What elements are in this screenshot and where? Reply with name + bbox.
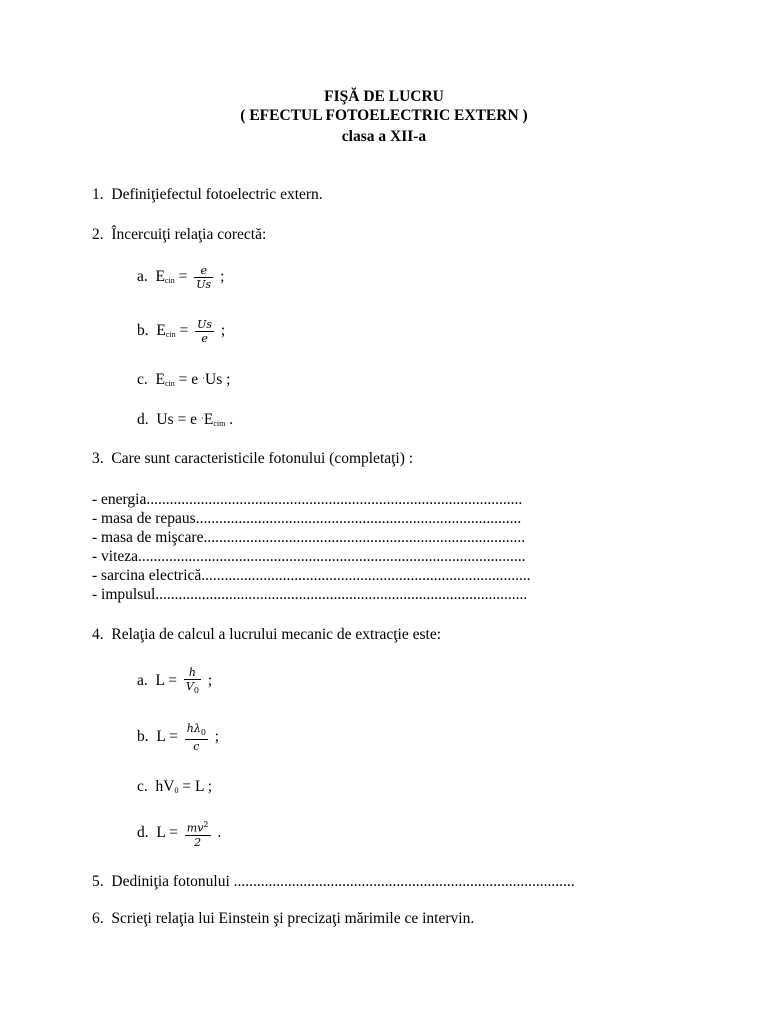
list-item: - viteza.................................................................................................... <box>92 548 526 565</box>
question-number: 3. <box>92 450 104 467</box>
question-3 <box>92 450 413 468</box>
question-number: 2. <box>92 226 104 243</box>
question-number: 1. <box>92 186 104 203</box>
list-item: - masa de repaus.................................................................................... <box>92 510 522 527</box>
question-4 <box>92 626 441 644</box>
list-item: - masa de mişcare................................................................................... <box>92 529 526 546</box>
fraction: $\frac{h}{V_0}$ <box>185 666 199 696</box>
question-text: Relaţia de calcul a lucrului mecanic de extracţie este: <box>111 626 442 643</box>
list-item: - impulsul................................................................................................ <box>92 586 528 603</box>
option-4c: c. hV0 = L ; <box>137 778 213 795</box>
question-text: Dediniţia fotonului ........................................................................................ <box>111 873 575 890</box>
question-2 <box>92 226 266 244</box>
option-2b: b. Ecin = $\frac{Us}{e}$ ; <box>137 318 226 345</box>
option-2a: a. Ecin = $\frac{e}{Us}$ ; <box>137 264 225 291</box>
photon-characteristics-list <box>92 490 531 604</box>
fraction: $\frac{h\lambda_0}{c}$ <box>186 722 206 754</box>
fraction: $\frac{e}{Us}$ <box>196 264 212 291</box>
option-4d: d. L = $\frac{mv^2}{2}$ . <box>137 820 222 849</box>
question-1 <box>92 186 323 204</box>
question-6 <box>92 910 474 928</box>
list-item: - energia................................................................................................. <box>92 491 523 508</box>
question-text: Încercuiţi relaţia corectă: <box>111 226 267 243</box>
option-4a: a. L = $\frac{h}{V_0}$ ; <box>137 666 213 696</box>
question-text: Care sunt caracteristicile fotonului (completaţi) : <box>111 450 414 467</box>
question-text: Definiţiefectul fotoelectric extern. <box>111 186 323 203</box>
fraction: $\frac{mv^2}{2}$ <box>186 820 209 849</box>
option-2d: d. Us = e ·Ecim . <box>137 411 234 428</box>
worksheet-subtitle: ( EFECTUL FOTOELECTRIC EXTERN ) <box>240 107 528 124</box>
list-item: - sarcina electrică..................................................................................... <box>92 567 531 584</box>
question-5 <box>92 873 575 891</box>
question-text: Scrieţi relaţia lui Einstein şi precizaţi mărimile ce intervin. <box>111 910 475 927</box>
question-number: 6. <box>92 910 104 927</box>
option-2c: c. Ecin = e ·Us ; <box>137 371 231 388</box>
question-number: 5. <box>92 873 104 890</box>
worksheet-title: FIŞĂ DE LUCRU <box>324 88 444 105</box>
class-label: clasa a XII-a <box>341 128 427 145</box>
option-4b: b. L = $\frac{h\lambda_0}{c}$ ; <box>137 722 220 754</box>
fraction: $\frac{Us}{e}$ <box>197 318 213 345</box>
question-number: 4. <box>92 626 104 643</box>
